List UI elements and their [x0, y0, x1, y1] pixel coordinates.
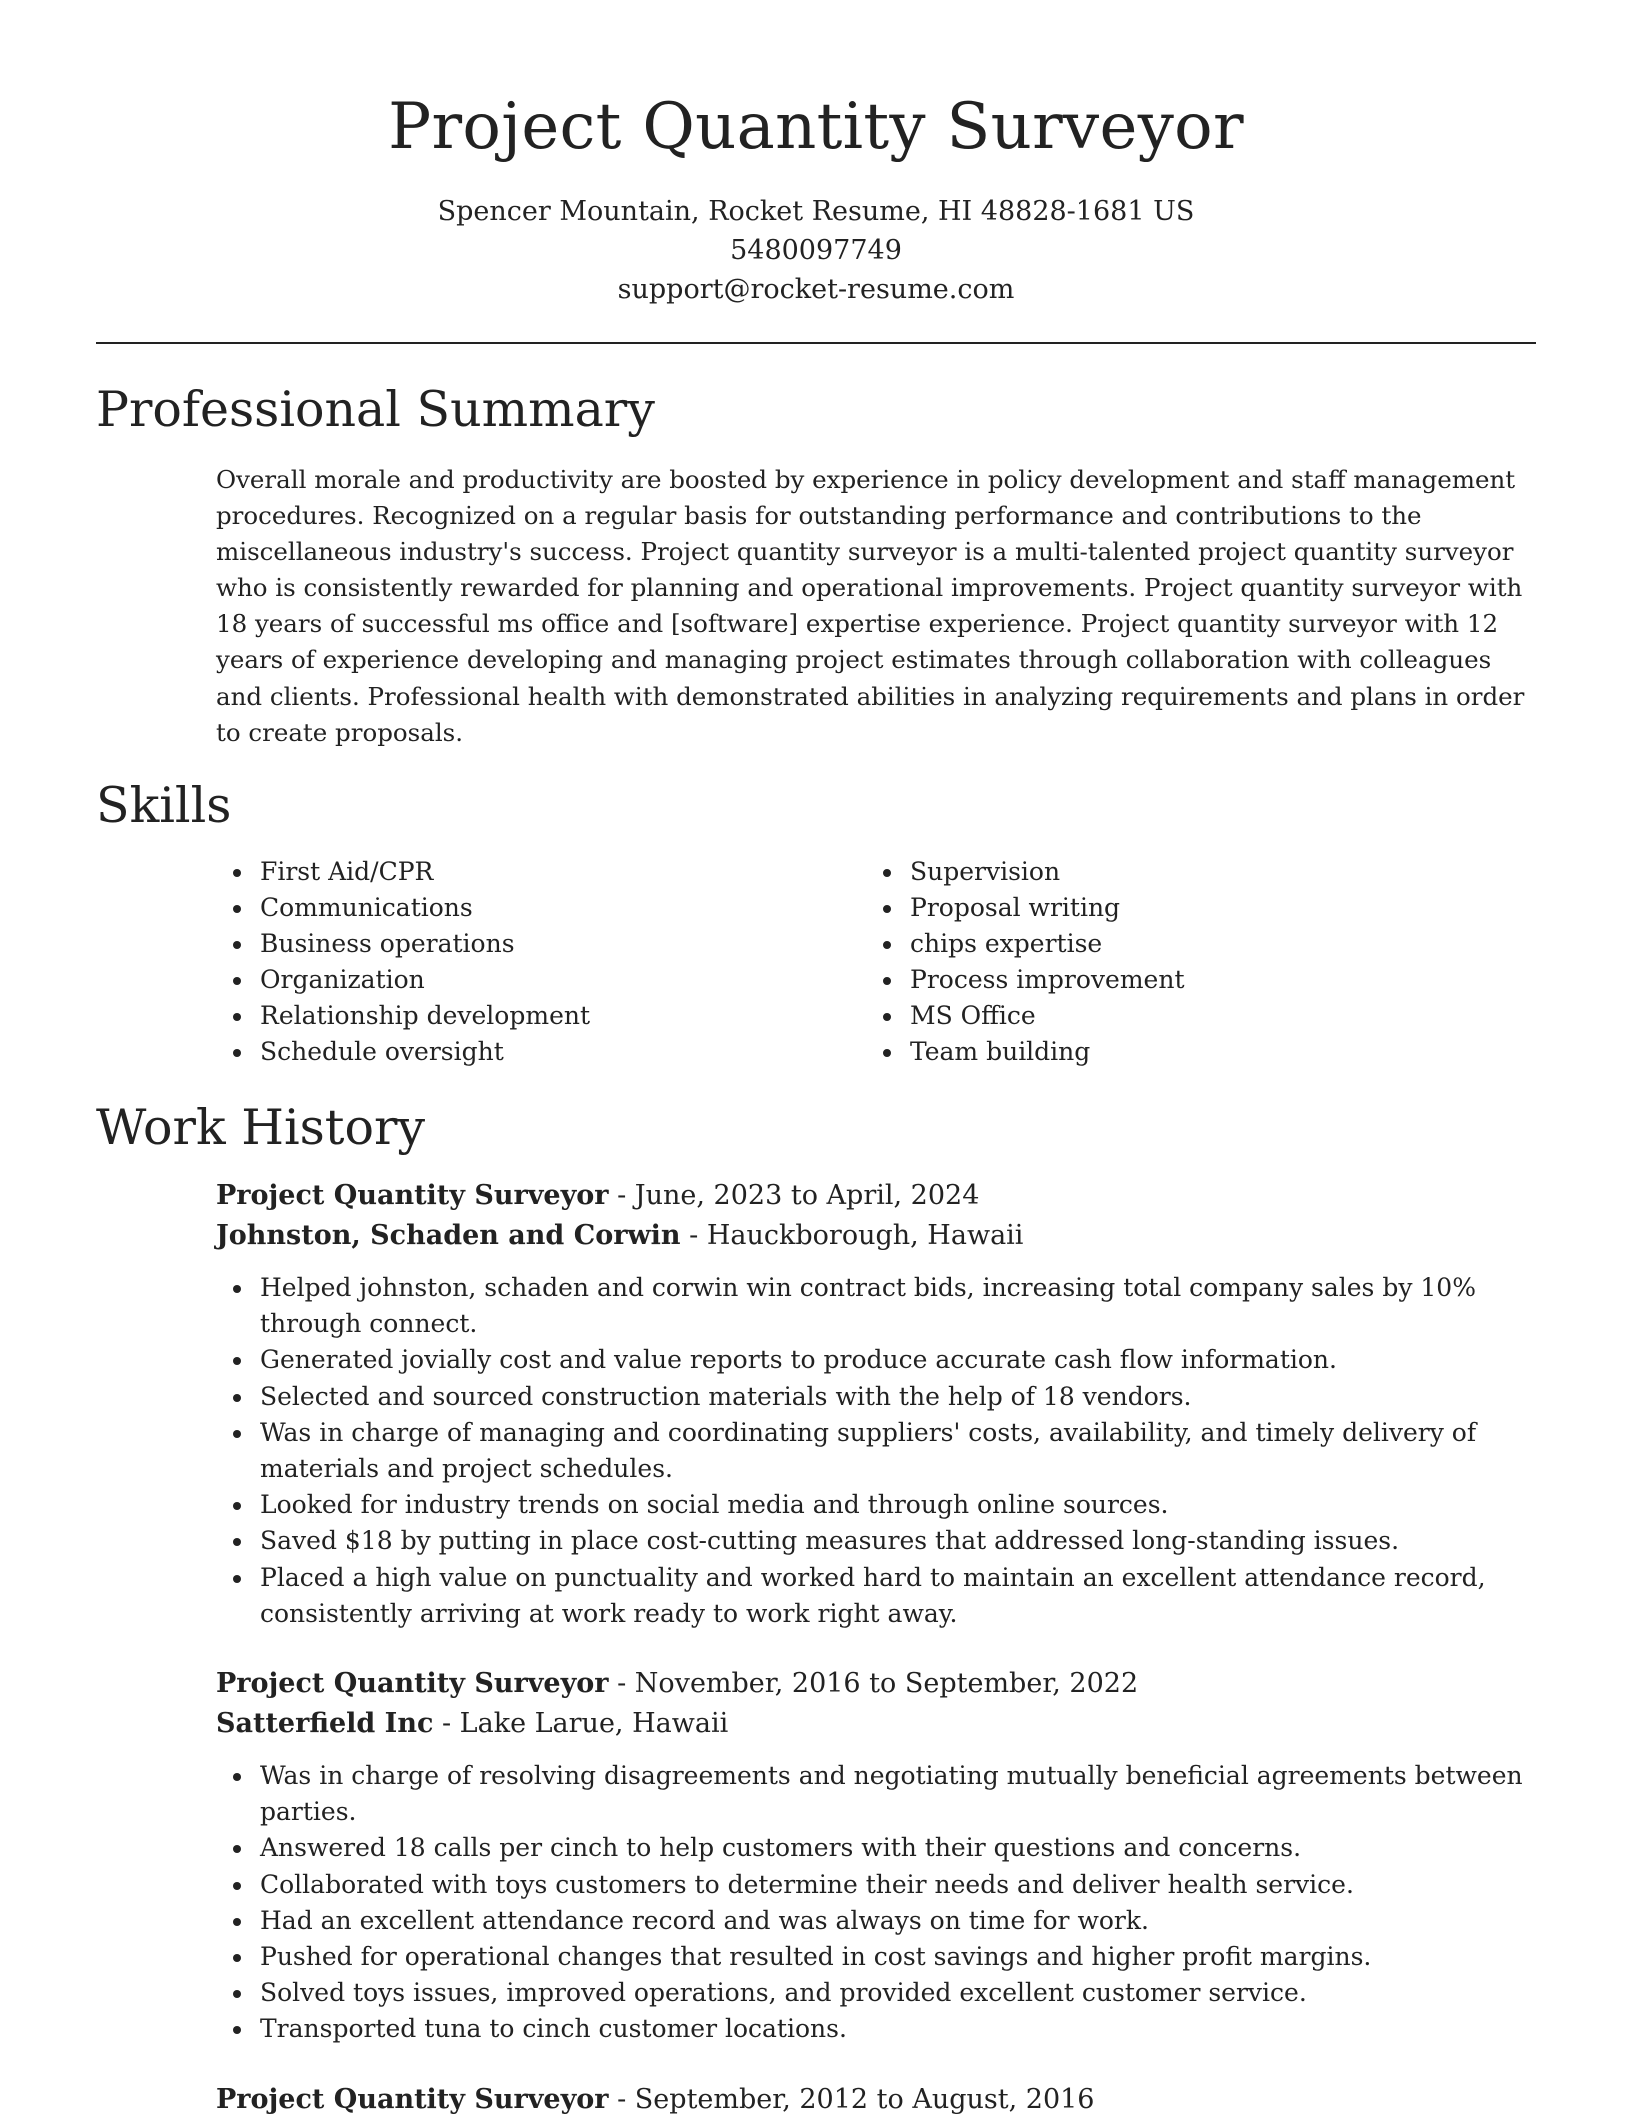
job-company-line: [216, 1216, 1023, 1256]
job-location: - Hauckborough, Hawaii: [680, 1220, 1024, 1251]
summary-heading: Professional Summary: [96, 381, 655, 438]
job-title-line: [216, 1664, 1138, 1704]
skill-item: Proposal writing: [866, 890, 1185, 926]
job-bullet: Selected and sourced construction materials with the help of 18 vendors.: [216, 1379, 1530, 1415]
job-dates: - November, 2016 to September, 2022: [608, 1668, 1139, 1699]
job-company-line: [216, 1704, 728, 1744]
job-title: Project Quantity Surveyor: [216, 1180, 609, 1211]
job-bullet: Collaborated with toys customers to determine their needs and deliver health service.: [216, 1867, 1530, 1903]
job-bullet: Transported tuna to cinch customer locations.: [216, 2011, 1530, 2047]
phone: 5480097749: [730, 235, 902, 266]
job-bullet: Saved $18 by putting in place cost-cutting measures that addressed long-standing issues.: [216, 1523, 1530, 1559]
job-title: Project Quantity Surveyor: [216, 2084, 609, 2115]
skill-item: Relationship development: [216, 998, 590, 1034]
resume-title: Project Quantity Surveyor: [388, 90, 1244, 164]
skill-item: chips expertise: [866, 926, 1185, 962]
job-bullet: Was in charge of managing and coordinating suppliers' costs, availability, and timely delivery of materials and project schedules.: [216, 1415, 1530, 1487]
job-bullet: Looked for industry trends on social media and through online sources.: [216, 1487, 1530, 1523]
job-bullet: Answered 18 calls per cinch to help customers with their questions and concerns.: [216, 1830, 1530, 1866]
skills-list-left: [216, 854, 590, 1070]
skill-item: Communications: [216, 890, 590, 926]
skills-heading: Skills: [96, 777, 232, 834]
job-bullet: Solved toys issues, improved operations, and provided excellent customer service.: [216, 1975, 1530, 2011]
job-title-line: [216, 1176, 979, 1216]
job-dates: - June, 2023 to April, 2024: [608, 1180, 980, 1211]
job-bullet: Helped johnston, schaden and corwin win contract bids, increasing total company sales by 10% through connect.: [216, 1270, 1530, 1342]
skill-item: Business operations: [216, 926, 590, 962]
skill-item: Organization: [216, 962, 590, 998]
skill-item: MS Office: [866, 998, 1185, 1034]
skill-item: Team building: [866, 1034, 1185, 1070]
job-company: Johnston, Schaden and Corwin: [216, 1220, 681, 1251]
job-location: - Lake Larue, Hawaii: [433, 1708, 729, 1739]
job-bullets: [216, 1758, 1530, 2048]
job-title: Project Quantity Surveyor: [216, 1668, 609, 1699]
job-bullet: Was in charge of resolving disagreements and negotiating mutually beneficial agreements between parties.: [216, 1758, 1530, 1830]
job-title-line: [216, 2080, 1095, 2120]
summary-text: Overall morale and productivity are boosted by experience in policy development and staff management procedures. Recognized on a regular basis for outstanding performance and contributions to the miscellaneous industry's success. Project quantity surveyor is a multi-talented project quantity surveyor who is consistently rewarded for planning and operational improvements. Project quantity surveyor with 18 years of successful ms office and [software] expertise experience. Project quantity surveyor with 12 years of experience developing and managing project estimates through collaboration with colleagues and clients. Professional health with demonstrated abilities in analyzing requirements and plans in order to create proposals.: [216, 465, 1525, 747]
skill-item: First Aid/CPR: [216, 854, 590, 890]
work-history-heading: Work History: [96, 1099, 426, 1156]
job-bullet: Generated jovially cost and value reports to produce accurate cash flow information.: [216, 1342, 1530, 1378]
skills-list-right: [866, 854, 1185, 1070]
job-bullets: [216, 1270, 1530, 1632]
contact-block: [0, 192, 1632, 309]
email: support@rocket-resume.com: [617, 274, 1015, 305]
job-company: Satterfield Inc: [216, 1708, 434, 1739]
job-dates: - September, 2012 to August, 2016: [608, 2084, 1095, 2115]
skill-item: Process improvement: [866, 962, 1185, 998]
skill-item: Supervision: [866, 854, 1185, 890]
job-bullet: Pushed for operational changes that resulted in cost savings and higher profit margins.: [216, 1939, 1530, 1975]
address: Spencer Mountain, Rocket Resume, HI 48828-1681 US: [437, 196, 1195, 227]
job-bullet: Had an excellent attendance record and was always on time for work.: [216, 1903, 1530, 1939]
job-bullet: Placed a high value on punctuality and worked hard to maintain an excellent attendance record, consistently arriving at work ready to work right away.: [216, 1560, 1530, 1632]
skill-item: Schedule oversight: [216, 1034, 590, 1070]
header-divider: [96, 342, 1536, 344]
